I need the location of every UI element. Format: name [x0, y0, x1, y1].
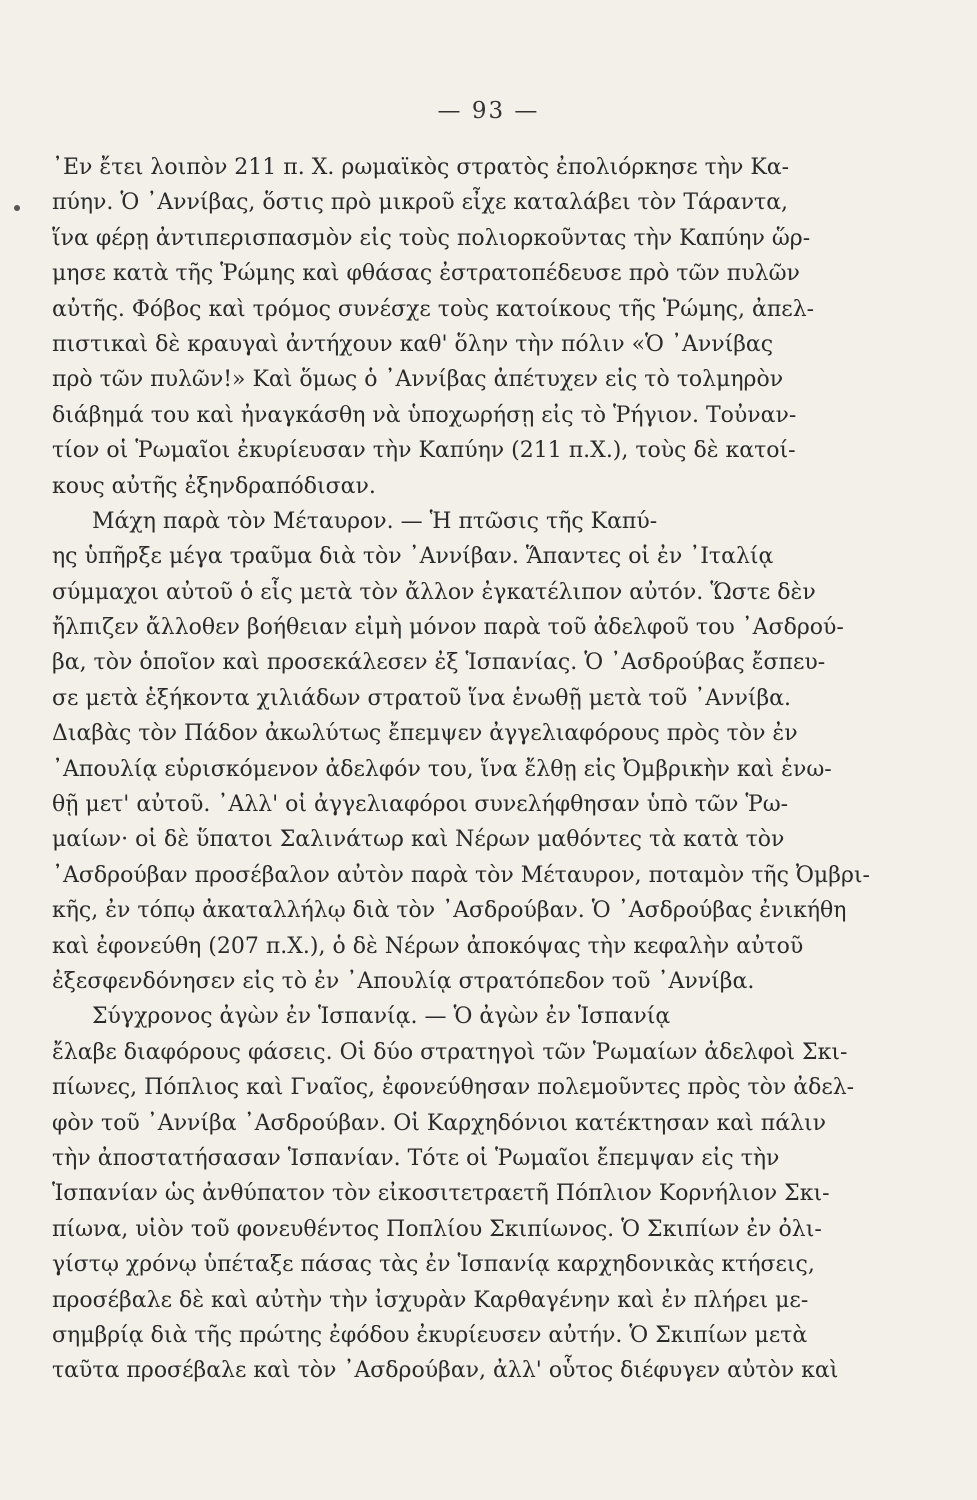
text-line: ταῦτα προσέβαλε καὶ τὸν ᾿Ασδρούβαν, ἀλλ' οὗτος διέφυγεν αὐτὸν καὶ	[52, 1358, 839, 1384]
text-line: πιστικαὶ δὲ κραυγαὶ ἀντήχουν καθ' ὅλην τὴν πόλιν «Ὁ ᾿Αννίβας	[52, 331, 774, 357]
text-line: ἐξεσφενδόνησεν εἰς τὸ ἐν ᾿Απουλίᾳ στρατόπεδον τοῦ ᾿Αννίβα.	[52, 968, 755, 994]
body-text	[52, 150, 932, 1389]
section-heading-line: Μάχη παρὰ τὸν Μέταυρον. — Ἡ πτῶσις τῆς Καπύ-	[92, 508, 658, 534]
page-number: — 93 —	[437, 98, 540, 124]
text-line: μαίων· οἱ δὲ ὕπατοι Σαλινάτωρ καὶ Νέρων μαθόντες τὰ κατὰ τὸν	[52, 827, 785, 853]
paragraph-battle-of-metaurus	[52, 504, 932, 999]
text-line: τὴν ἀποστατήσασαν Ἱσπανίαν. Τότε οἱ Ῥωμαῖοι ἔπεμψαν εἰς τὴν	[52, 1145, 780, 1171]
text-line: προσέβαλε δὲ καὶ αὐτὴν τὴν ἰσχυρὰν Καρθαγένην καὶ ἐν πλήρει με-	[52, 1287, 809, 1313]
text-line: γίστῳ χρόνῳ ὑπέταξε πάσας τὰς ἐν Ἱσπανίᾳ καρχηδονικὰς κτήσεις,	[52, 1252, 815, 1278]
text-line: πίωνα, υἱὸν τοῦ φονευθέντος Ποπλίου Σκιπίωνος. Ὁ Σκιπίων ἐν ὀλι-	[52, 1216, 822, 1242]
text-line: τίον οἱ Ῥωμαῖοι ἐκυρίευσαν τὴν Καπύην (211 π.Χ.), τοὺς δὲ κατοί-	[52, 438, 796, 464]
text-line: κους αὐτῆς ἐξηνδραπόδισαν.	[52, 473, 376, 499]
text-line: Ἱσπανίαν ὡς ἀνθύπατον τὸν εἰκοσιτετραετῆ Πόπλιον Κορνήλιον Σκι-	[52, 1181, 830, 1207]
paragraph-siege-of-capua	[52, 150, 932, 504]
text-line: πίωνες, Πόπλιος καὶ Γναῖος, ἐφονεύθησαν πολεμοῦντες πρὸς τὸν ἀδελ-	[52, 1075, 855, 1101]
paragraph-war-in-spain	[52, 999, 932, 1388]
section-heading-line: Σύγχρονος ἀγὼν ἐν Ἱσπανίᾳ. — Ὁ ἀγὼν ἐν Ἱσπανίᾳ	[92, 1004, 671, 1030]
text-line: θῇ μετ' αὐτοῦ. ᾿Αλλ' οἱ ἀγγελιαφόροι συνελήφθησαν ὑπὸ τῶν Ῥω-	[52, 792, 789, 818]
text-line: ἵνα φέρῃ ἀντιπερισπασμὸν εἰς τοὺς πολιορκοῦντας τὴν Καπύην ὥρ-	[52, 225, 811, 251]
text-line: ἤλπιζεν ἄλλοθεν βοήθειαν εἰμὴ μόνον παρὰ τοῦ ἀδελφοῦ του ᾿Ασδρού-	[52, 615, 844, 641]
text-line: κῆς, ἐν τόπῳ ἀκαταλλήλῳ διὰ τὸν ᾿Ασδρούβαν. Ὁ ᾿Ασδρούβας ἐνικήθη	[52, 898, 847, 924]
text-line: μησε κατὰ τῆς Ῥώμης καὶ φθάσας ἐστρατοπέδευσε πρὸ τῶν πυλῶν	[52, 261, 800, 287]
text-line: διάβημά του καὶ ἠναγκάσθη νὰ ὑποχωρήσῃ εἰς τὸ Ῥήγιον. Τοὐναν-	[52, 402, 797, 428]
text-line: ᾿Εν ἔτει λοιπὸν 211 π. Χ. ρωμαϊκὸς στρατὸς ἐπολιόρκησε τὴν Κα-	[52, 155, 790, 180]
text-line: αὐτῆς. Φόβος καὶ τρόμος συνέσχε τοὺς κατοίκους τῆς Ῥώμης, ἀπελ-	[52, 296, 815, 322]
text-line: ἔλαβε διαφόρους φάσεις. Οἱ δύο στρατηγοὶ τῶν Ῥωμαίων ἀδελφοὶ Σκι-	[52, 1039, 848, 1065]
binding-hole-mark	[14, 205, 20, 211]
text-line: σύμμαχοι αὐτοῦ ὁ εἷς μετὰ τὸν ἄλλον ἐγκατέλιπον αὐτόν. Ὥστε δὲν	[52, 579, 816, 605]
text-line: ης ὑπῆρξε μέγα τραῦμα διὰ τὸν ᾿Αννίβαν. Ἅπαντες οἱ ἐν ᾿Ιταλίᾳ	[52, 544, 774, 570]
text-line: πύην. Ὁ ᾿Αννίβας, ὅστις πρὸ μικροῦ εἶχε καταλάβει τὸν Τάραντα,	[52, 190, 789, 216]
text-line: ᾿Απουλίᾳ εὑρισκόμενον ἀδελφόν του, ἵνα ἔλθῃ εἰς Ὀμβρικὴν καὶ ἑνω-	[52, 756, 832, 782]
text-line: βα, τὸν ὁποῖον καὶ προσεκάλεσεν ἐξ Ἱσπανίας. Ὁ ᾿Ασδρούβας ἔσπευ-	[52, 650, 826, 676]
text-line: Διαβὰς τὸν Πάδον ἀκωλύτως ἔπεμψεν ἀγγελιαφόρους πρὸς τὸν ἐν	[52, 721, 798, 747]
text-line: σε μετὰ ἑξήκοντα χιλιάδων στρατοῦ ἵνα ἑνωθῇ μετὰ τοῦ ᾿Αννίβα.	[52, 685, 792, 711]
text-line: φὸν τοῦ ᾿Αννίβα ᾿Ασδρούβαν. Οἱ Καρχηδόνιοι κατέκτησαν καὶ πάλιν	[52, 1110, 827, 1136]
text-line: πρὸ τῶν πυλῶν!» Καὶ ὅμως ὁ ᾿Αννίβας ἀπέτυχεν εἰς τὸ τολμηρὸν	[52, 367, 784, 393]
text-line: σημβρίᾳ διὰ τῆς πρώτης ἐφόδου ἐκυρίευσεν αὐτήν. Ὁ Σκιπίων μετὰ	[52, 1322, 808, 1348]
text-line: ᾿Ασδρούβαν προσέβαλον αὐτὸν παρὰ τὸν Μέταυρον, ποταμὸν τῆς Ὀμβρι-	[52, 862, 870, 888]
text-line: καὶ ἐφονεύθη (207 π.Χ.), ὁ δὲ Νέρων ἀποκόψας τὴν κεφαλὴν αὐτοῦ	[52, 933, 804, 959]
